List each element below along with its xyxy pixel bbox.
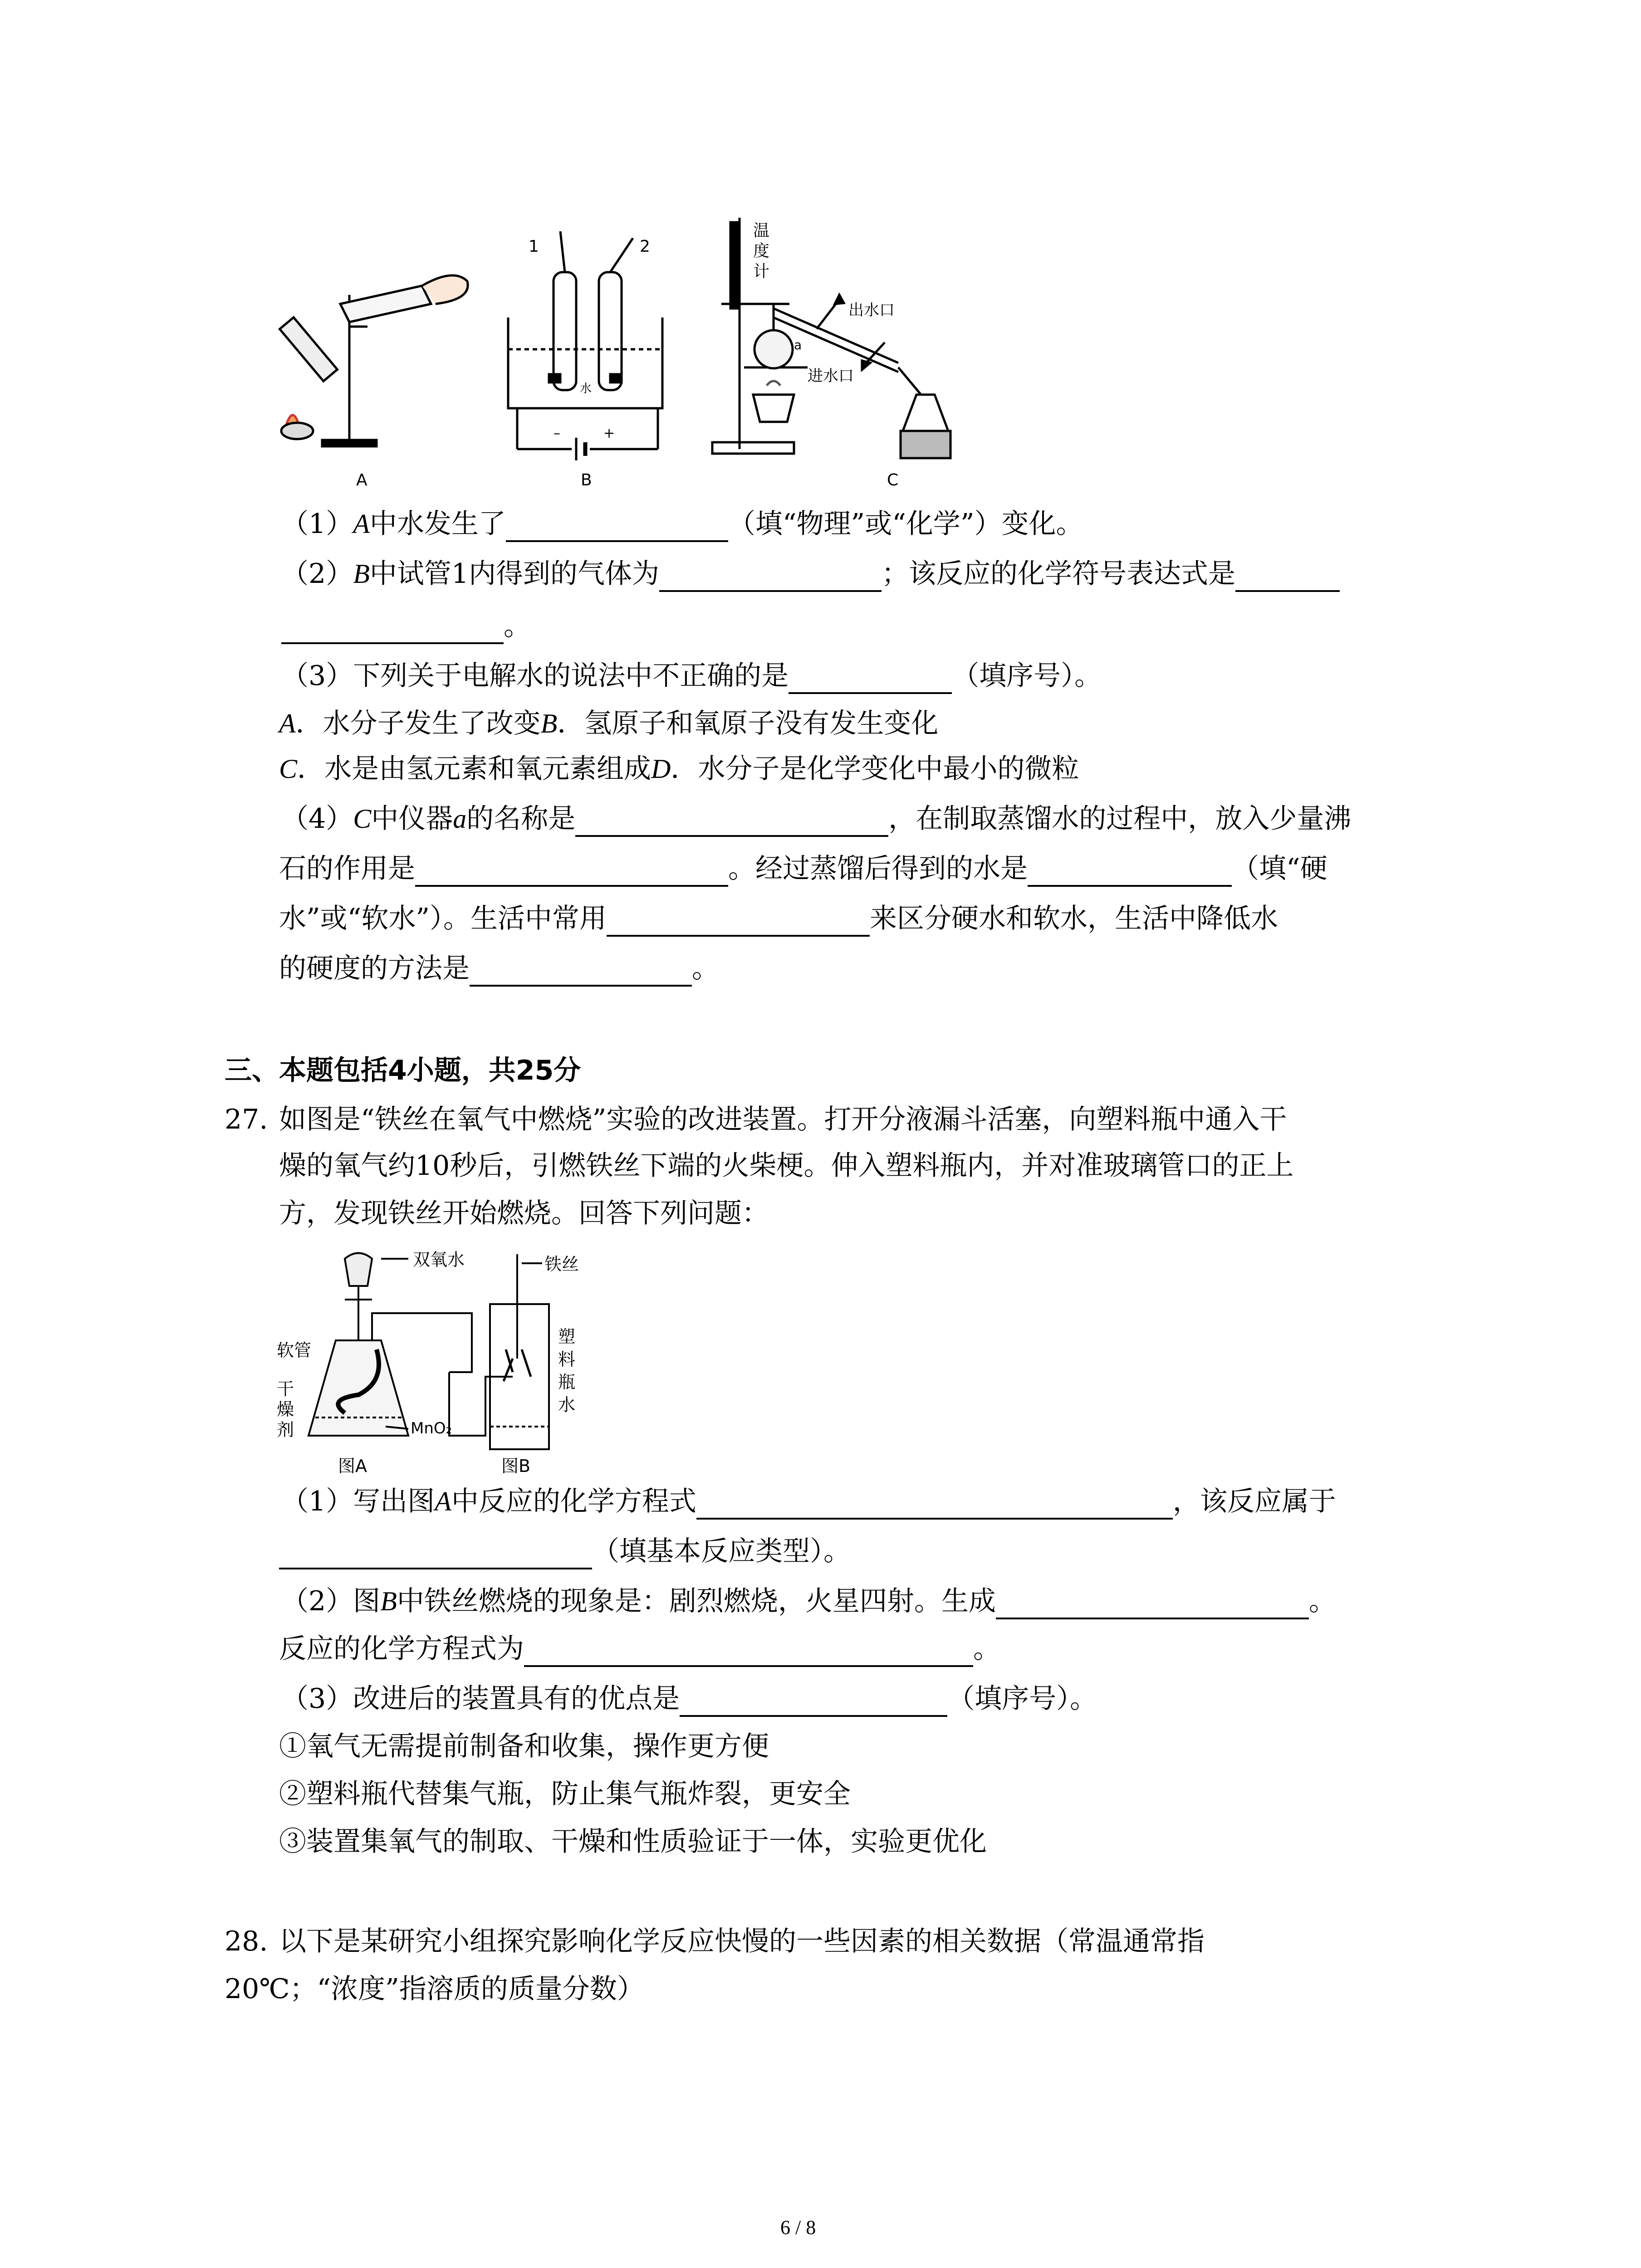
q26-p2-end: 。 — [504, 610, 531, 642]
q26-p1-after: （填“物理”或“化学”）变化。 — [728, 508, 1083, 540]
apparatus-a-label: A — [356, 471, 367, 489]
hydrogen-peroxide-label: 双氧水 — [413, 1250, 465, 1270]
q26-part4 — [281, 801, 1351, 837]
q26-p2-expr-blank-1[interactable] — [1235, 561, 1340, 592]
tube-2-label: 2 — [640, 237, 650, 256]
q26-p4-method-blank[interactable] — [470, 956, 692, 987]
q27-p1-text: 中反应的化学方程式 — [451, 1486, 696, 1517]
q26-p1-answer-blank[interactable] — [506, 511, 728, 542]
q26-part4-line3 — [279, 900, 1278, 937]
figure-a-caption: 图A — [338, 1456, 367, 1476]
q26-opt-d: ．水分子是化学变化中最小的微粒 — [671, 753, 1079, 785]
q26-part1 — [281, 506, 1083, 542]
apparatus-b-diagram — [508, 231, 662, 460]
q26-p4-water-blank[interactable] — [1028, 856, 1232, 887]
minus-label: – — [554, 425, 560, 441]
q27-p2-l2: 反应的化学方程式为 — [279, 1633, 524, 1665]
desiccant-label-2: 燥 — [277, 1399, 294, 1419]
q27-p1-after: ，该反应属于 — [1172, 1486, 1336, 1517]
q26-opt-a: ．水分子发生了改变 — [295, 708, 541, 739]
outlet-label: 出水口 — [848, 301, 895, 319]
instrument-a-mark: a — [794, 337, 802, 352]
q27-option-3: ③装置集氧气的制取、干燥和性质验证于一体，实验更优化 — [279, 1826, 987, 1857]
q27-part2 — [281, 1583, 1336, 1619]
q26-p4-l2-after: （填“硬 — [1232, 853, 1327, 885]
q26-p4-mid: 中仪器 — [371, 803, 453, 835]
q26-p2-gas-blank[interactable] — [659, 561, 882, 592]
q28-stem-line2: 20℃；“浓度”指溶质的质量分数） — [225, 1973, 644, 2005]
q27-p3-text: （3）改进后的装置具有的优点是 — [281, 1683, 680, 1715]
q26-p4-reagent-blank[interactable] — [607, 906, 870, 937]
plus-label: + — [603, 425, 615, 441]
section-3-heading: 三、本题包括4小题，共25分 — [225, 1055, 581, 1086]
q26-p4-l2-mid: 。经过蒸馏后得到的水是 — [728, 853, 1028, 885]
q27-p2-l2-end: 。 — [973, 1633, 1000, 1665]
figure-iron-combustion — [277, 1245, 622, 1481]
q26-part2-line2 — [281, 608, 531, 644]
q26-p1-text: 中水发生了 — [369, 508, 506, 540]
q27-p1-type-blank[interactable] — [279, 1539, 592, 1569]
mno2-label: MnO₂ — [411, 1419, 452, 1437]
q26-p2-pre: （2） — [281, 558, 353, 590]
q26-p4-stone-blank[interactable] — [415, 856, 728, 887]
inlet-label: 进水口 — [808, 367, 854, 385]
q28-number: 28. — [225, 1926, 268, 1957]
q26-p4-text: 的名称是 — [466, 803, 576, 835]
q26-opt-c: ．水是由氢元素和氧元素组成 — [297, 753, 652, 785]
q27-option-2: ②塑料瓶代替集气瓶，防止集气瓶炸裂，更安全 — [279, 1778, 851, 1810]
plastic-bottle-label-3: 瓶 — [558, 1372, 576, 1392]
q26-p1-pre: （1） — [281, 508, 353, 540]
apparatus-c-diagram — [712, 218, 950, 458]
q26-part4-line2 — [279, 850, 1327, 887]
q26-part2 — [281, 556, 1340, 592]
q26-p4-a: a — [453, 804, 467, 834]
apparatus-c-label: C — [887, 471, 899, 489]
apparatus-a-diagram — [279, 275, 468, 446]
q27-p1-pre: （1）写出图 — [281, 1486, 435, 1517]
q26-p3-after: （填序号）。 — [952, 660, 1102, 692]
figure-b-diagram — [449, 1254, 549, 1449]
q28-stem-line1: 以下是某研究小组探究影响化学反应快慢的一些因素的相关数据（常温通常指 — [279, 1926, 1205, 1957]
figure-b-caption: 图B — [501, 1456, 531, 1476]
q27-p1-l2-after: （填基本反应类型）。 — [592, 1535, 851, 1567]
q27-p3-after: （填序号）。 — [947, 1683, 1097, 1715]
q26-p4-l4-pre: 的硬度的方法是 — [279, 953, 470, 984]
thermometer-label-1: 温 — [753, 221, 770, 240]
q27-part3 — [281, 1681, 1097, 1717]
figure-a-diagram — [309, 1253, 472, 1436]
q27-part1 — [281, 1483, 1336, 1520]
q27-stem-line3: 方，发现铁丝开始燃烧。回答下列问题： — [279, 1198, 769, 1229]
q27-p2-B: B — [380, 1586, 397, 1616]
q26-p3-blank[interactable] — [789, 663, 952, 694]
q26-p2-text: 中试管1内得到的气体为 — [369, 558, 660, 590]
q27-p2-product-blank[interactable] — [996, 1589, 1309, 1619]
q26-p2-expr-blank-2[interactable] — [281, 613, 504, 644]
q26-opt-a-letter: A — [279, 709, 296, 738]
q27-p2-end: 。 — [1308, 1585, 1336, 1617]
q27-p1-equation-blank[interactable] — [696, 1489, 1173, 1520]
q27-part2-line2 — [279, 1631, 1000, 1667]
q26-opt-d-letter: D — [651, 754, 671, 784]
desiccant-label-3: 剂 — [277, 1420, 294, 1440]
hose-label: 软管 — [277, 1340, 312, 1360]
q27-p2-equation-blank[interactable] — [524, 1636, 973, 1667]
q26-p4-pre: （4） — [281, 803, 353, 835]
q26-options-ab — [279, 705, 938, 742]
q26-p4-l3-after: 来区分硬水和软水，生活中降低水 — [870, 903, 1279, 934]
q26-p1-A: A — [353, 509, 370, 539]
tube-1-label: 1 — [529, 237, 539, 256]
figure-water-experiments — [272, 213, 1180, 503]
q26-p4-l3-pre: 水”或“软水”）。生活中常用 — [279, 903, 607, 934]
q27-option-1: ①氧气无需提前制备和收集，操作更方便 — [279, 1730, 769, 1762]
plastic-bottle-label-2: 料 — [558, 1349, 576, 1369]
q26-opt-c-letter: C — [279, 754, 298, 784]
q26-options-cd — [279, 751, 1079, 787]
desiccant-label-1: 干 — [277, 1379, 294, 1399]
q26-p4-after: ，在制取蒸馏水的过程中，放入少量沸 — [888, 803, 1352, 835]
q26-p3-text: （3）下列关于电解水的说法中不正确的是 — [281, 660, 789, 692]
water-label: 水 — [580, 382, 592, 396]
q26-part3 — [281, 658, 1102, 694]
q27-p3-blank[interactable] — [680, 1686, 947, 1717]
q27-stem-line1: 如图是“铁丝在氧气中燃烧”实验的改进装置。打开分液漏斗活塞，向塑料瓶中通入干 — [279, 1104, 1287, 1135]
thermometer-label-3: 计 — [753, 262, 770, 281]
q26-part4-line4 — [279, 950, 719, 987]
q26-p4-name-blank[interactable] — [575, 806, 888, 837]
q26-p2-B: B — [353, 559, 370, 589]
q27-stem-line2: 燥的氧气约10秒后，引燃铁丝下端的火柴梗。伸入塑料瓶内，并对准玻璃管口的正上 — [279, 1150, 1294, 1182]
q27-p2-text: 中铁丝燃烧的现象是：剧烈燃烧，火星四射。生成 — [397, 1585, 996, 1617]
q26-p2-after: ；该反应的化学符号表达式是 — [882, 558, 1236, 590]
q27-p2-pre: （2）图 — [281, 1585, 381, 1617]
q27-part1-line2 — [279, 1533, 851, 1569]
water-label-b: 水 — [558, 1395, 576, 1415]
thermometer-label-2: 度 — [753, 242, 770, 260]
plastic-bottle-label-1: 塑 — [558, 1327, 576, 1347]
q26-p4-l2-pre: 石的作用是 — [279, 853, 415, 885]
page-number: 6 / 8 — [780, 2216, 816, 2239]
q26-p4-C: C — [353, 804, 372, 834]
q27-p1-A: A — [435, 1486, 451, 1516]
q27-number: 27. — [225, 1104, 268, 1135]
apparatus-b-label: B — [581, 471, 592, 489]
q26-opt-b-letter: B — [540, 709, 558, 738]
iron-wire-label: 铁丝 — [544, 1254, 579, 1274]
q26-opt-b: ．氢原子和氧原子没有发生变化 — [557, 708, 939, 739]
q26-p4-l4-end: 。 — [692, 953, 719, 984]
